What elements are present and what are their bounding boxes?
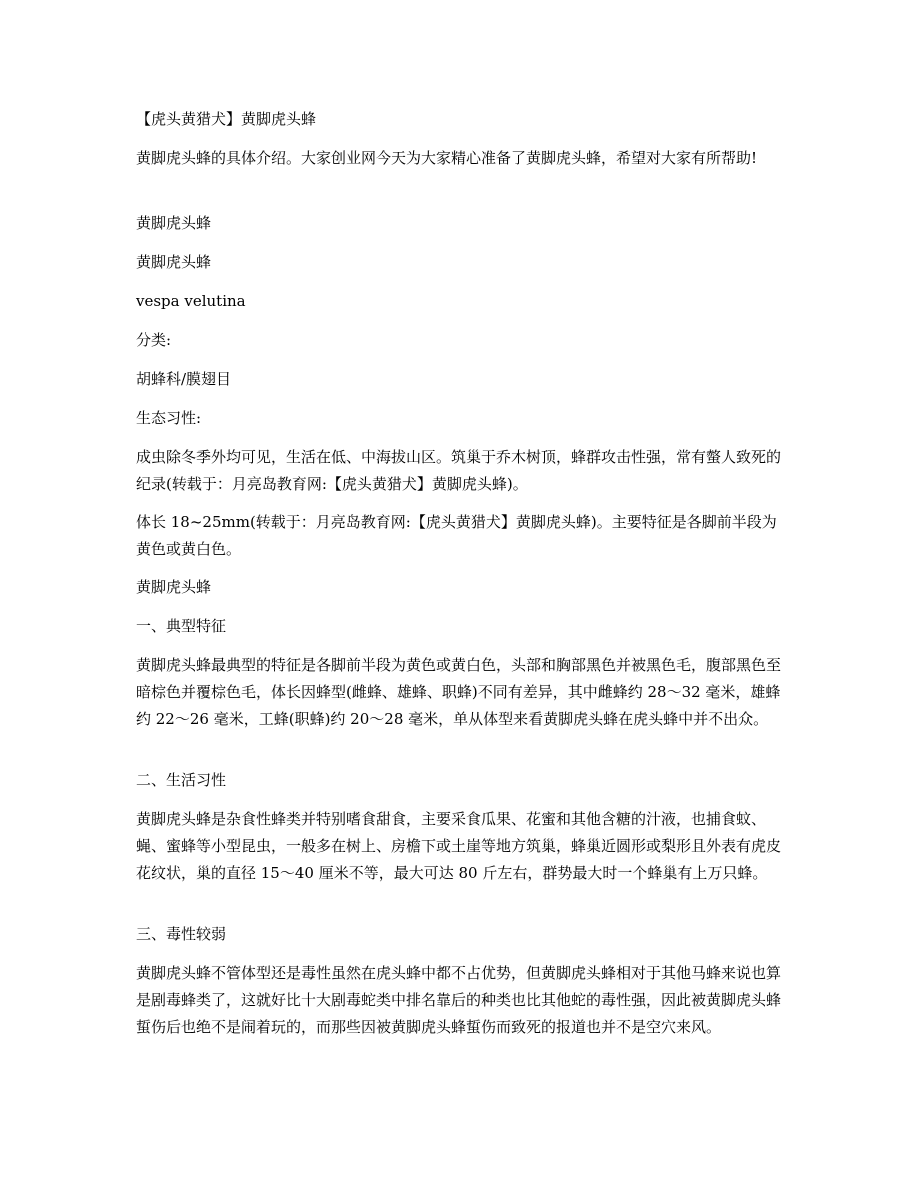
section-title: 黄脚虎头蜂 [136,578,212,596]
section-1-paragraph: 黄脚虎头蜂最典型的特征是各脚前半段为黄色或黄白色，头部和胸部黑色并被黑色毛，腹部黑色至暗棕色并覆棕色毛，体长因蜂型(雌蜂、雄蜂、职蜂)不同有差异，其中雌蜂约 28～32 毫米，雄蜂约 22～26 毫米，工蜂(职蜂)约 20～28 毫米，单从体型来看黄脚虎头蜂在虎头蜂中并不出众。 [136,656,782,728]
classification-value: 胡蜂科/膜翅目 [136,370,232,388]
section-1-heading: 一、典型特征 [136,617,227,635]
name-line-2: 黄脚虎头蜂 [136,253,212,271]
section-3-paragraph: 黄脚虎头蜂不管体型还是毒性虽然在虎头蜂中都不占优势，但黄脚虎头蜂相对于其他马蜂来说也算是剧毒蜂类了，这就好比十大剧毒蛇类中排名靠后的种类也比其他蛇的毒性强，因此被黄脚虎头蜂蜇伤后也绝不是闹着玩的，而那些因被黄脚虎头蜂蜇伤而致死的报道也并不是空穴来风。 [136,964,782,1036]
classification-label: 分类: [136,331,172,349]
section-2-paragraph: 黄脚虎头蜂是杂食性蜂类并特别嗜食甜食，主要采食瓜果、花蜜和其他含糖的汁液，也捕食蚊、蝇、蜜蜂等小型昆虫，一般多在树上、房檐下或土崖等地方筑巢，蜂巢近圆形或梨形且外表有虎皮花纹状，巢的直径 15～40 厘米不等，最大可达 80 斤左右，群势最大时一个蜂巢有上万只蜂。 [136,810,782,882]
intro-paragraph: 黄脚虎头蜂的具体介绍。大家创业网今天为大家精心准备了黄脚虎头蜂，希望对大家有所帮助! [136,149,758,167]
body-length-paragraph: 体长 18~25mm(转载于：月亮岛教育网:【虎头黄猎犬】黄脚虎头蜂)。主要特征是各脚前半段为黄色或黄白色。 [136,513,777,558]
document-title: 【虎头黄猎犬】黄脚虎头蜂 [136,110,317,128]
name-line-1: 黄脚虎头蜂 [136,214,212,232]
ecology-label: 生态习性: [136,409,202,427]
latin-name: vespa velutina [136,292,246,310]
section-3-heading: 三、毒性较弱 [136,925,227,943]
section-2-heading: 二、生活习性 [136,771,227,789]
ecology-paragraph: 成虫除冬季外均可见，生活在低、中海拔山区。筑巢于乔木树顶，蜂群攻击性强，常有螫人致死的纪录(转载于：月亮岛教育网:【虎头黄猎犬】黄脚虎头蜂)。 [136,448,782,493]
